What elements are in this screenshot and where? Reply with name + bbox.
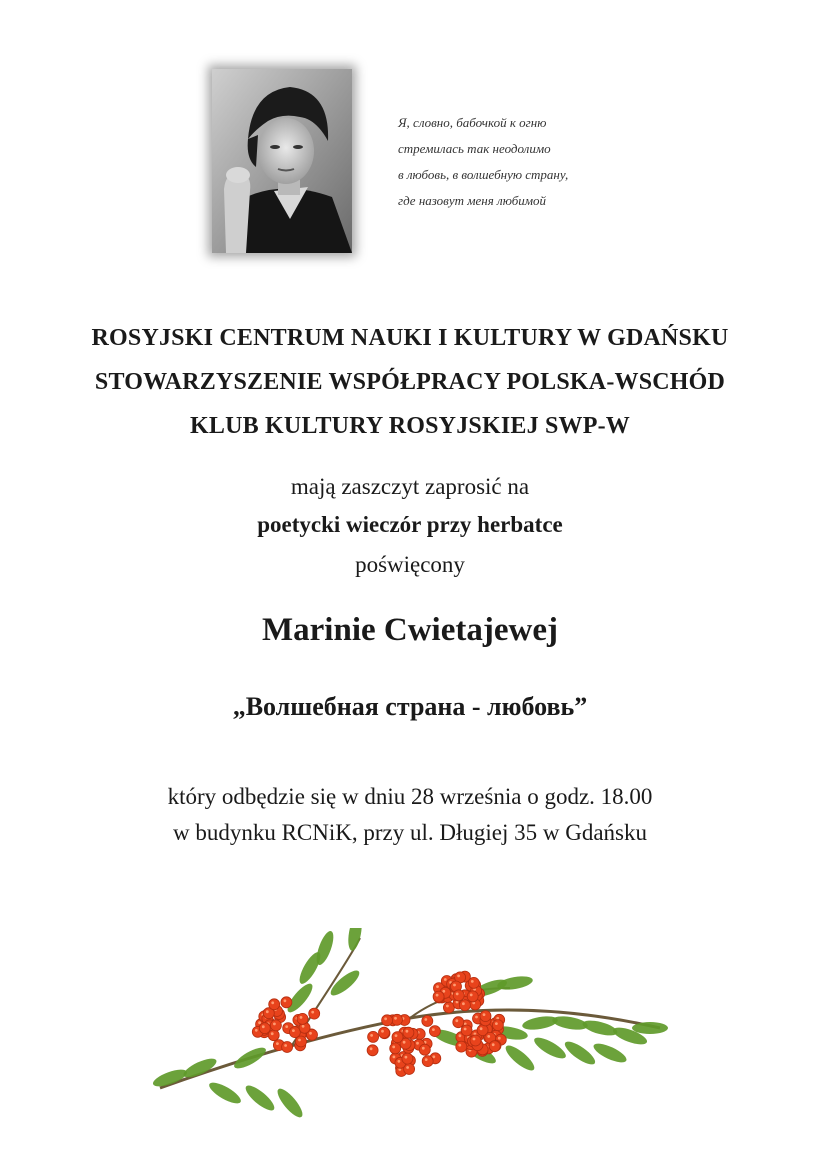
rowan-branch-illustration <box>150 928 670 1128</box>
organizer-line: ROSYJSKI CENTRUM NAUKI I KULTURY W GDAŃSKU <box>91 325 729 351</box>
event-location: w budynku RCNiK, przy ul. Długiej 35 w Gdańsku <box>172 820 648 845</box>
event-date-time: który odbędzie się w dniu 28 września o godz. 18.00 <box>167 784 653 809</box>
poem-line: Я, словно, бабочкой к огню <box>398 115 547 130</box>
invitation-intro: mają zaszczyt zaprosić na <box>290 474 530 499</box>
portrait-photo <box>212 69 352 253</box>
poem-line: в любовь, в волшебную страну, <box>398 167 569 182</box>
event-title: „Волшебная страна - любовь” <box>232 692 588 721</box>
event-name: poetycki wieczór przy herbatce <box>257 512 563 537</box>
poem-line: стремилась так неодолимо <box>398 141 551 156</box>
dedication-text: poświęcony <box>355 552 465 577</box>
honoree-name: Marinie Cwietajewej <box>262 612 558 648</box>
poem-excerpt <box>398 110 658 214</box>
organizer-line: KLUB KULTURY ROSYJSKIEJ SWP-W <box>190 413 630 439</box>
organizer-line: STOWARZYSZENIE WSPÓŁPRACY POLSKA-WSCHÓD <box>94 369 726 395</box>
poem-line: где назовут меня любимой <box>398 193 547 208</box>
